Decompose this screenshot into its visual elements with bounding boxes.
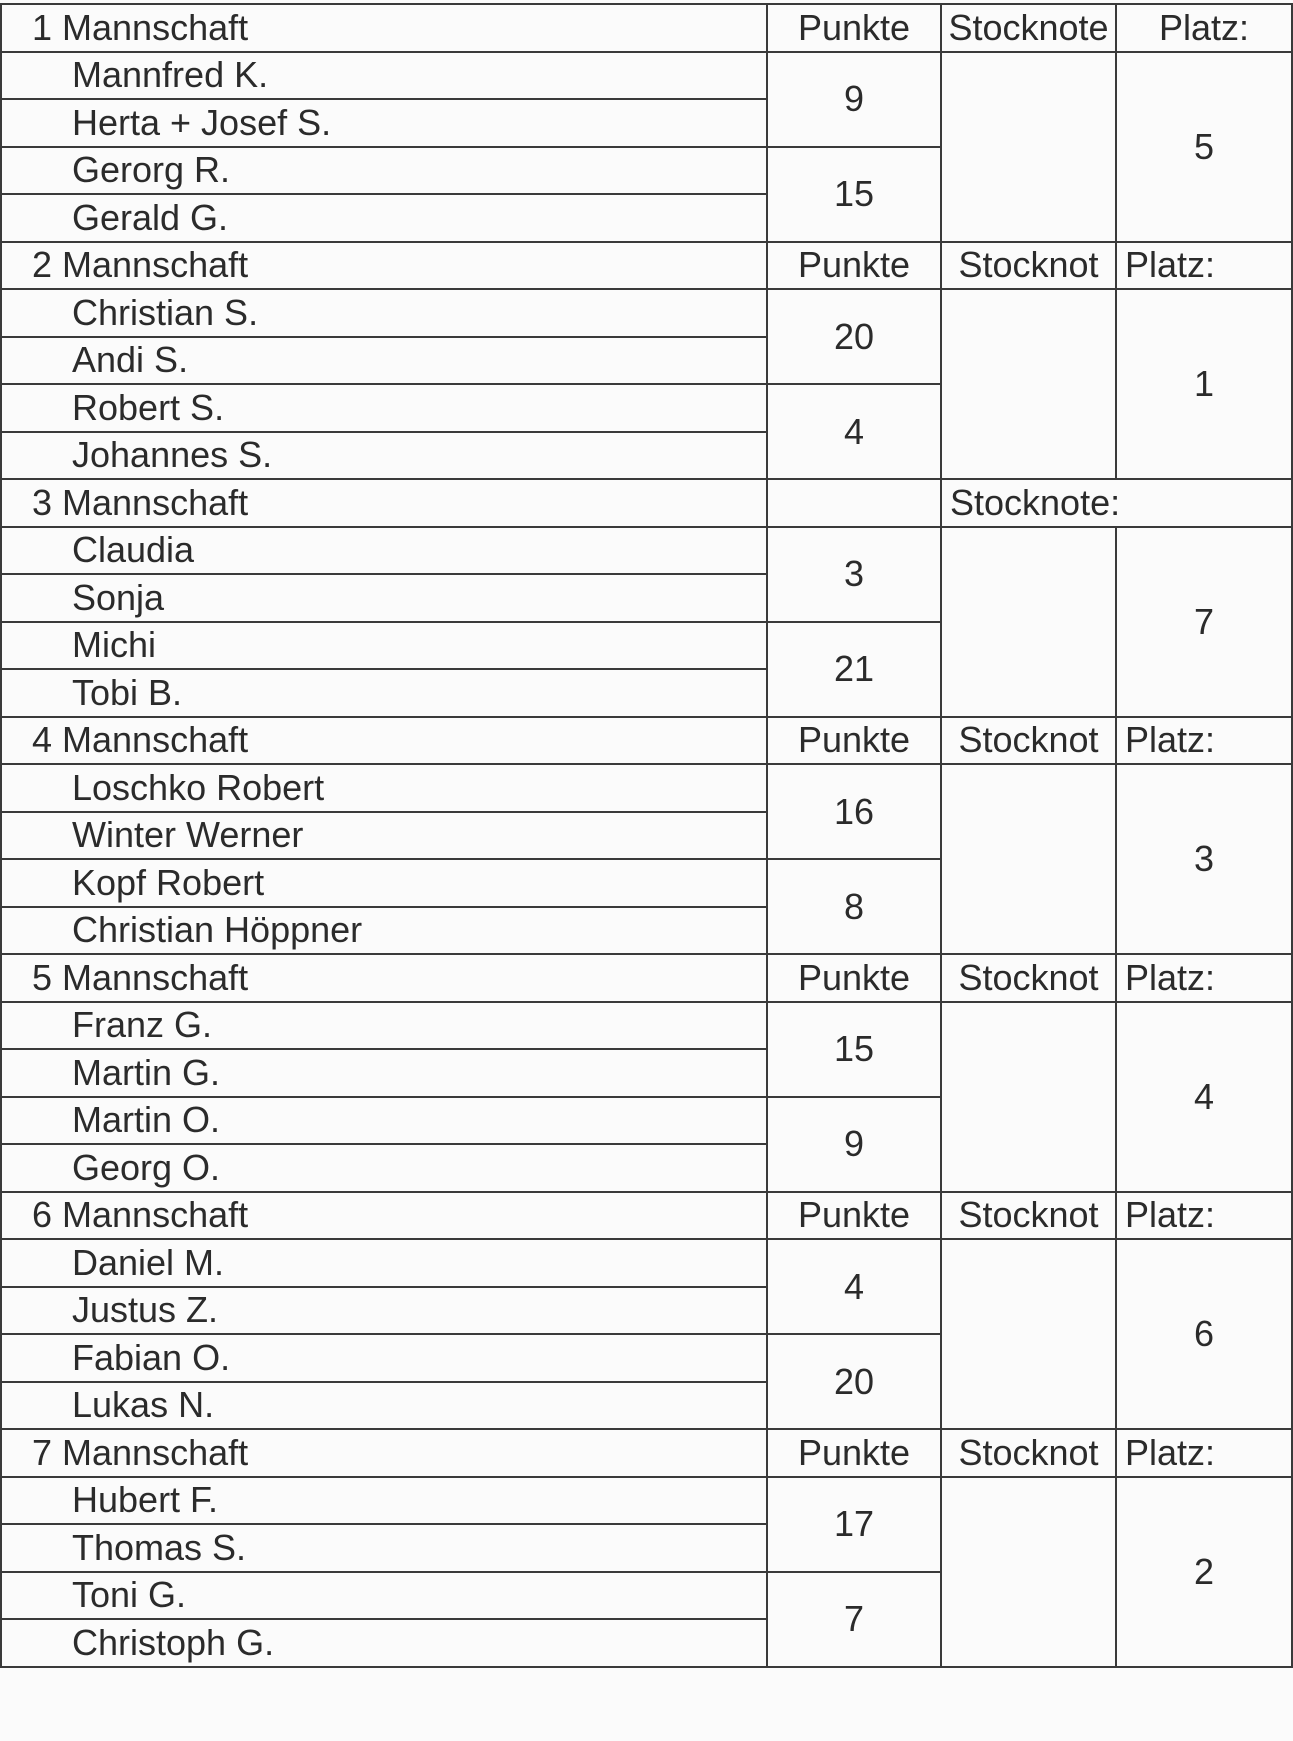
team-results-table	[0, 3, 1293, 1668]
team-title: 5 Mannschaft	[1, 954, 767, 1002]
stocknote-header: Stocknot	[941, 242, 1116, 290]
points-value: 4	[767, 1239, 941, 1334]
team-title: 2 Mannschaft	[1, 242, 767, 290]
player-name: Daniel M.	[1, 1239, 767, 1287]
player-row	[1, 527, 1292, 575]
player-name: Mannfred K.	[1, 52, 767, 100]
player-name: Claudia	[1, 527, 767, 575]
stocknote-cell	[941, 527, 1116, 717]
stocknote-cell	[941, 1002, 1116, 1192]
team-header-row	[1, 954, 1292, 1002]
stocknote-header: Stocknote	[941, 4, 1116, 52]
team-header-row	[1, 1429, 1292, 1477]
points-value: 21	[767, 622, 941, 717]
punkte-header-empty	[767, 479, 941, 527]
team-title: 3 Mannschaft	[1, 479, 767, 527]
team-header-row	[1, 242, 1292, 290]
player-name: Franz G.	[1, 1002, 767, 1050]
player-name: Hubert F.	[1, 1477, 767, 1525]
player-name: Martin G.	[1, 1049, 767, 1097]
stocknote-cell	[941, 52, 1116, 242]
points-value: 20	[767, 289, 941, 384]
points-value: 4	[767, 384, 941, 479]
player-name: Lukas N.	[1, 1382, 767, 1430]
platz-value: 4	[1116, 1002, 1292, 1192]
player-name: Thomas S.	[1, 1524, 767, 1572]
platz-header: Platz:	[1116, 1192, 1292, 1240]
player-name: Christoph G.	[1, 1619, 767, 1667]
player-name: Michi	[1, 622, 767, 670]
player-name: Robert S.	[1, 384, 767, 432]
points-value: 15	[767, 1002, 941, 1097]
platz-value: 7	[1116, 527, 1292, 717]
punkte-header: Punkte	[767, 242, 941, 290]
platz-value: 1	[1116, 289, 1292, 479]
player-name: Sonja	[1, 574, 767, 622]
platz-header: Platz:	[1116, 717, 1292, 765]
player-name: Gerorg R.	[1, 147, 767, 195]
player-name: Fabian O.	[1, 1334, 767, 1382]
stocknote-header: Stocknot	[941, 1429, 1116, 1477]
team-title: 1 Mannschaft	[1, 4, 767, 52]
platz-header: Platz:	[1116, 1429, 1292, 1477]
points-value: 8	[767, 859, 941, 954]
platz-header: Platz:	[1116, 954, 1292, 1002]
stocknote-header: Stocknot	[941, 954, 1116, 1002]
points-value: 20	[767, 1334, 941, 1429]
player-name: Christian Höppner	[1, 907, 767, 955]
player-name: Tobi B.	[1, 669, 767, 717]
team-header-row	[1, 1192, 1292, 1240]
player-name: Justus Z.	[1, 1287, 767, 1335]
team-header-row	[1, 717, 1292, 765]
platz-value: 6	[1116, 1239, 1292, 1429]
points-value: 9	[767, 52, 941, 147]
stocknote-cell	[941, 289, 1116, 479]
stocknote-header: Stocknote:	[941, 479, 1292, 527]
stocknote-cell	[941, 1477, 1116, 1667]
punkte-header: Punkte	[767, 4, 941, 52]
player-name: Christian S.	[1, 289, 767, 337]
player-name: Georg O.	[1, 1144, 767, 1192]
punkte-header: Punkte	[767, 1429, 941, 1477]
player-row	[1, 289, 1292, 337]
points-value: 3	[767, 527, 941, 622]
points-value: 16	[767, 764, 941, 859]
platz-value: 3	[1116, 764, 1292, 954]
platz-value: 5	[1116, 52, 1292, 242]
player-name: Loschko Robert	[1, 764, 767, 812]
stocknote-header: Stocknot	[941, 1192, 1116, 1240]
team-title: 6 Mannschaft	[1, 1192, 767, 1240]
player-row	[1, 1002, 1292, 1050]
points-value: 15	[767, 147, 941, 242]
team-title: 4 Mannschaft	[1, 717, 767, 765]
player-row	[1, 764, 1292, 812]
team-header-row	[1, 4, 1292, 52]
platz-value: 2	[1116, 1477, 1292, 1667]
player-name: Gerald G.	[1, 194, 767, 242]
player-name: Martin O.	[1, 1097, 767, 1145]
punkte-header: Punkte	[767, 717, 941, 765]
player-name: Johannes S.	[1, 432, 767, 480]
punkte-header: Punkte	[767, 954, 941, 1002]
player-row	[1, 52, 1292, 100]
player-name: Andi S.	[1, 337, 767, 385]
team-header-row	[1, 479, 1292, 527]
points-value: 7	[767, 1572, 941, 1667]
points-value: 9	[767, 1097, 941, 1192]
stocknote-cell	[941, 764, 1116, 954]
player-name: Herta + Josef S.	[1, 99, 767, 147]
team-title: 7 Mannschaft	[1, 1429, 767, 1477]
platz-header: Platz:	[1116, 4, 1292, 52]
platz-header: Platz:	[1116, 242, 1292, 290]
player-row	[1, 1239, 1292, 1287]
player-row	[1, 1477, 1292, 1525]
player-name: Winter Werner	[1, 812, 767, 860]
punkte-header: Punkte	[767, 1192, 941, 1240]
stocknote-header: Stocknot	[941, 717, 1116, 765]
points-value: 17	[767, 1477, 941, 1572]
stocknote-cell	[941, 1239, 1116, 1429]
player-name: Toni G.	[1, 1572, 767, 1620]
player-name: Kopf Robert	[1, 859, 767, 907]
